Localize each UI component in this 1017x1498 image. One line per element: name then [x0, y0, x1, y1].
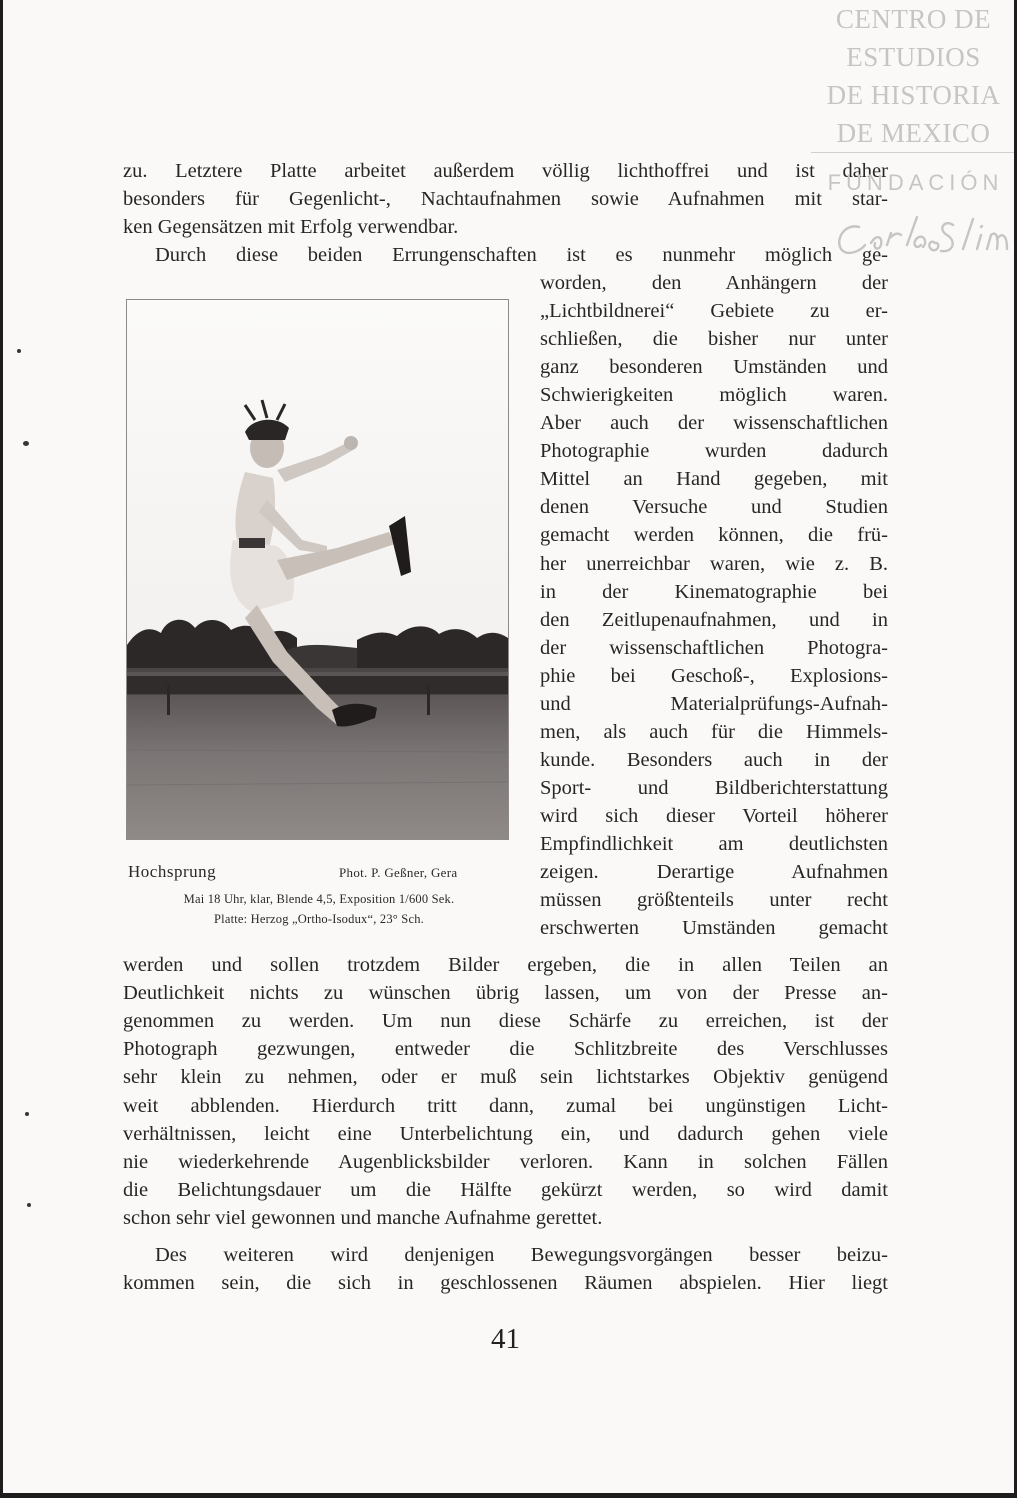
text-line: Deutlichkeit nichts zu wünschen übrig lassen, um von der Presse an- [123, 982, 888, 1005]
watermark-foundation: FUNDACIÓN [827, 170, 1004, 195]
text-line: ganz besonderen Umständen und [540, 356, 888, 379]
text-line: den Zeitlupenaufnahmen, und in [540, 608, 888, 631]
text-line: men, als auch für die Himmels- [540, 720, 888, 743]
text-line: erschwerten Umständen gemacht [540, 917, 888, 940]
document-page [3, 0, 1014, 1493]
text-line: besonders für Gegenlicht-, Nachtaufnahmen sowie Aufnahmen mit star- [123, 188, 888, 210]
text-line: zeigen. Derartige Aufnahmen [540, 861, 888, 884]
text-line: Mittel an Hand gegeben, mit [540, 468, 888, 491]
text-line: her unerreichbar waren, wie z. B. [540, 552, 888, 575]
text-line: sehr klein zu nehmen, oder er muß sein lichtstarkes Objektiv genügend [123, 1066, 888, 1089]
text-line: Photographie wurden dadurch [540, 440, 888, 463]
text-line: kunde. Besonders auch in der [540, 748, 888, 771]
text-line: „Lichtbildnerei“ Gebiete zu er- [540, 300, 888, 323]
text-line: phie bei Geschoß-, Explosions- [540, 664, 888, 687]
text-line: denen Versuche und Studien [540, 496, 888, 519]
caption-plate: Platte: Herzog „Ortho-Isodux“, 23° Sch. [214, 912, 424, 926]
text-line: müssen größtenteils unter recht [540, 889, 888, 912]
text-line: Sport- und Bildberichterstattung [540, 776, 888, 799]
watermark-line: ESTUDIOS [846, 42, 981, 72]
photograph-hochsprung [126, 299, 509, 840]
text-line: gemacht werden können, die frü- [540, 524, 888, 547]
text-line: weit abblenden. Hierdurch tritt dann, zumal bei ungünstigen Licht- [123, 1094, 888, 1117]
text-line: wird sich dieser Vorteil höherer [540, 804, 888, 827]
text-line: zu. Letztere Platte arbeitet außerdem völlig lichthoffrei und ist daher [123, 160, 888, 182]
text-line: nie wiederkehrende Augenblicksbilder verloren. Kann in solchen Fällen [123, 1150, 888, 1173]
text-line: der wissenschaftlichen Photogra- [540, 636, 888, 659]
watermark-line: CENTRO DE [835, 4, 992, 34]
watermark-line: DE HISTORIA [826, 80, 1001, 110]
text-line: genommen zu werden. Um nun diese Schärfe zu erreichen, ist der [123, 1010, 888, 1033]
text-line: ken Gegensätzen mit Erfolg verwendbar. [123, 216, 459, 238]
text-line: kommen sein, die sich in geschlossenen Räumen abspielen. Hier liegt [123, 1272, 888, 1295]
text-line: Durch diese beiden Errungenschaften ist es nunmehr möglich ge- [155, 244, 888, 266]
text-line: Des weiteren wird denjenigen Bewegungsvorgängen besser beizu- [155, 1244, 888, 1266]
text-line: die Belichtungsdauer um die Hälfte gekürzt werden, so wird damit [123, 1178, 888, 1201]
watermark-divider [811, 152, 1014, 153]
text-line: Aber auch der wissenschaftlichen [540, 412, 888, 435]
athlete-photo [127, 300, 508, 839]
caption-exposure: Mai 18 Uhr, klar, Blende 4,5, Exposition 1/600 Sek. [183, 892, 455, 906]
text-line: schließen, die bisher nur unter [540, 328, 888, 351]
caption-title: Hochsprung [128, 862, 217, 881]
text-line: Schwierigkeiten möglich waren. [540, 384, 888, 407]
text-line: in der Kinematographie bei [540, 580, 888, 603]
text-line: schon sehr viel gewonnen und manche Aufnahme gerettet. [123, 1206, 603, 1229]
caption-credit: Phot. P. Geßner, Gera [339, 865, 458, 880]
text-line: worden, den Anhängern der [540, 272, 888, 294]
watermark-line: DE MEXICO [836, 118, 991, 148]
page-number: 41 [491, 1323, 520, 1355]
text-line: werden und sollen trotzdem Bilder ergeben, die in allen Teilen an [123, 954, 888, 976]
text-line: Empfindlichkeit am deutlichsten [540, 833, 888, 855]
text-line: und Materialprüfungs-Aufnah- [540, 692, 888, 715]
text-line: verhältnissen, leicht eine Unterbelichtung ein, und dadurch gehen viele [123, 1122, 888, 1145]
text-line: Photograph gezwungen, entweder die Schlitzbreite des Verschlusses [123, 1038, 888, 1061]
